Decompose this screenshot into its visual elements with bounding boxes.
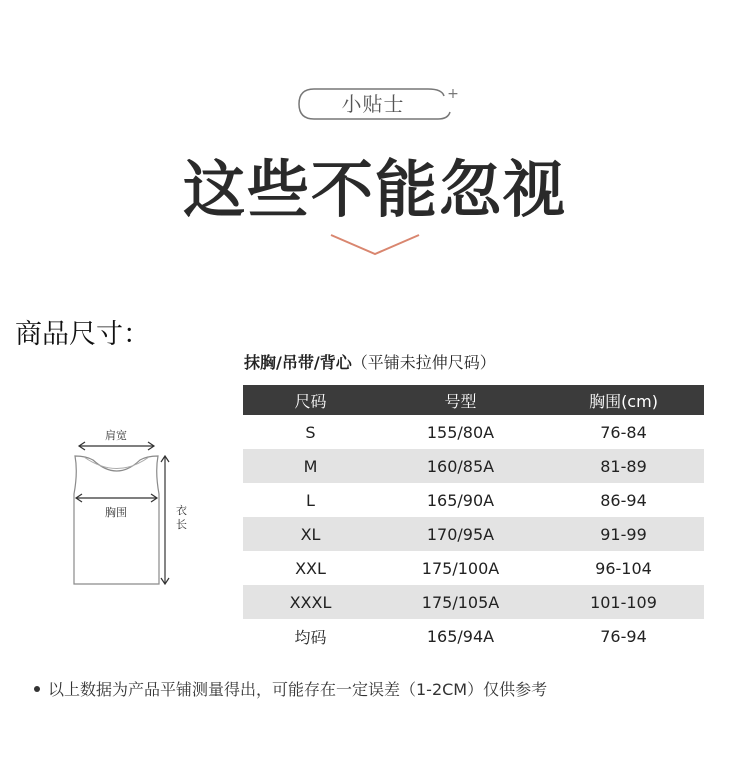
length-label-2: 长 (176, 518, 187, 531)
length-label-1: 衣 (176, 504, 187, 517)
footnote (34, 677, 547, 700)
headline: 这些不能忽视 (182, 153, 567, 226)
cell-chest: 86-94 (600, 490, 647, 510)
bullet-icon (34, 686, 40, 692)
size-table (243, 385, 704, 653)
cell-size: XXXL (243, 585, 378, 619)
table-row (243, 449, 704, 483)
cell-chest: 96-104 (595, 558, 652, 578)
cell-fit: 175/100A (421, 558, 500, 578)
cell-fit: 175/105A (378, 585, 543, 619)
garment-measurement-diagram (62, 420, 197, 592)
table-header-row (243, 385, 704, 415)
header-size: 尺码 (243, 385, 378, 415)
cell-fit: 165/90A (426, 490, 495, 510)
cell-size: M (243, 449, 378, 483)
table-row (243, 585, 704, 619)
header-fit: 号型 (378, 385, 543, 415)
table-caption-note: （平铺未拉伸尺码） (351, 353, 496, 372)
tips-plus-icon: + (447, 86, 459, 102)
section-title: 商品尺寸： (15, 319, 150, 350)
cell-fit: 165/94A (426, 626, 495, 646)
cell-size: XXL (295, 558, 326, 578)
tips-badge (298, 86, 459, 120)
cell-chest: 91-99 (543, 517, 704, 551)
table-row (243, 483, 704, 517)
cell-chest: 76-84 (600, 422, 647, 442)
cell-size: S (305, 422, 316, 442)
header-chest: 胸围(cm) (543, 385, 704, 415)
tips-label: 小贴士 (341, 92, 405, 116)
cell-chest: 76-94 (600, 626, 647, 646)
table-row (243, 415, 704, 449)
table-caption-main: 抹胸/吊带/背心 (244, 353, 352, 372)
footnote-text: 以上数据为产品平铺测量得出，可能存在一定误差（1-2CM）仅供参考 (48, 680, 548, 699)
chevron-down-icon (330, 232, 420, 258)
cell-chest: 81-89 (543, 449, 704, 483)
cell-fit: 170/95A (378, 517, 543, 551)
shoulder-label: 肩宽 (105, 429, 127, 442)
cell-fit: 155/80A (426, 422, 495, 442)
cell-fit: 160/85A (378, 449, 543, 483)
table-row (243, 551, 704, 585)
cell-chest: 101-109 (543, 585, 704, 619)
cell-size: L (306, 490, 315, 510)
table-row (243, 619, 704, 653)
table-caption (244, 350, 496, 373)
cell-size: 均码 (294, 627, 327, 647)
cell-size: XL (243, 517, 378, 551)
table-row (243, 517, 704, 551)
chest-label: 胸围 (105, 506, 127, 519)
